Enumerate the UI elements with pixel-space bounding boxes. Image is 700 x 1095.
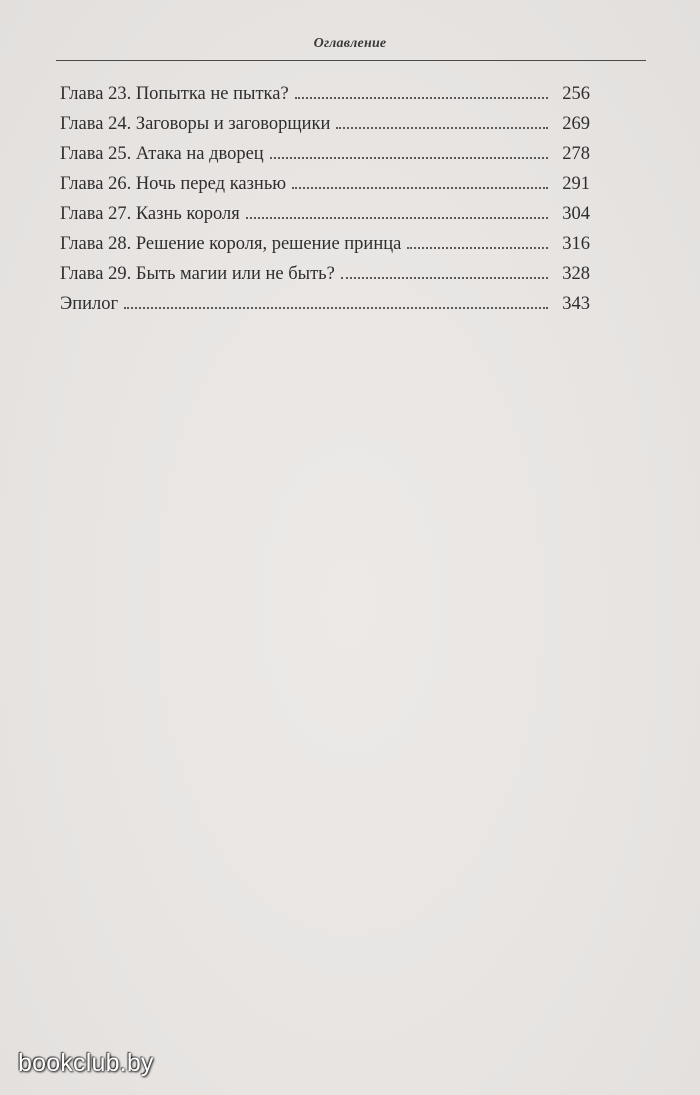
dot-leader bbox=[407, 247, 548, 249]
toc-entry-page: 269 bbox=[562, 114, 590, 134]
toc-entry-title: Глава 26. Ночь перед казнью bbox=[60, 174, 287, 194]
running-head: Оглавление bbox=[313, 36, 387, 51]
dot-leader bbox=[246, 217, 548, 219]
dot-leader bbox=[341, 277, 548, 279]
toc-entry-page: 278 bbox=[562, 144, 590, 164]
toc-entry-page: 343 bbox=[562, 294, 590, 314]
dot-leader bbox=[124, 307, 548, 309]
dot-leader bbox=[295, 97, 548, 99]
toc-entry-page: 291 bbox=[562, 174, 590, 194]
toc-entry bbox=[60, 144, 590, 174]
toc-entry-title: Эпилог bbox=[60, 294, 119, 314]
toc-entry-page: 328 bbox=[562, 264, 590, 284]
toc-entry bbox=[60, 204, 590, 234]
watermark-text: bookclub.by bbox=[18, 1049, 154, 1077]
table-of-contents bbox=[60, 84, 590, 324]
toc-entry-title: Глава 27. Казнь короля bbox=[60, 204, 240, 224]
dot-leader bbox=[336, 127, 548, 129]
toc-entry-page: 304 bbox=[562, 204, 590, 224]
toc-entry bbox=[60, 114, 590, 144]
toc-entry-title: Глава 29. Быть магии или не быть? bbox=[60, 264, 335, 284]
toc-entry-title: Глава 25. Атака на дворец bbox=[60, 144, 264, 164]
toc-entry bbox=[60, 174, 590, 204]
toc-entry-title: Глава 24. Заговоры и заговорщики bbox=[60, 114, 331, 134]
dot-leader bbox=[292, 187, 548, 189]
toc-entry bbox=[60, 234, 590, 264]
header-rule bbox=[56, 60, 646, 61]
toc-entry-page: 256 bbox=[562, 84, 590, 104]
toc-entry-title: Глава 28. Решение короля, решение принца bbox=[60, 234, 402, 254]
dot-leader bbox=[270, 157, 548, 159]
toc-entry-title: Глава 23. Попытка не пытка? bbox=[60, 84, 289, 104]
toc-entry bbox=[60, 294, 590, 324]
toc-entry bbox=[60, 264, 590, 294]
toc-entry bbox=[60, 84, 590, 114]
toc-entry-page: 316 bbox=[562, 234, 590, 254]
